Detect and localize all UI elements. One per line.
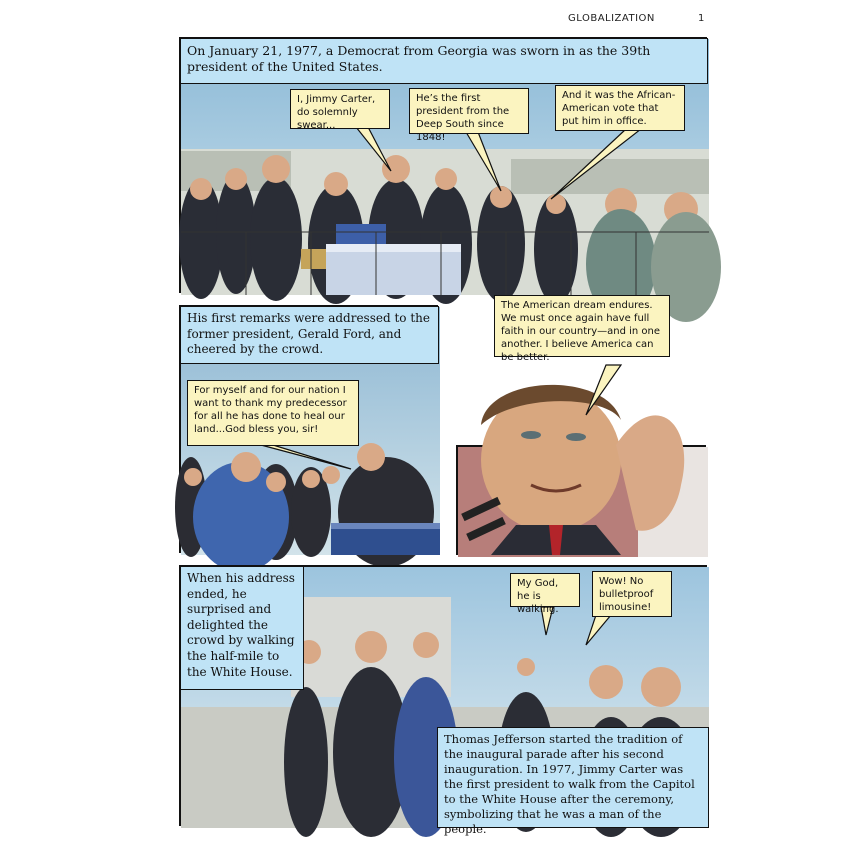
- panel1-caption: On January 21, 1977, a Democrat from Georgia was sworn in as the 39th president of the United States.: [180, 38, 708, 84]
- panel2-bubble-thanks-predecessor: For myself and for our nation I want to thank my predecessor for all he has done to heal our land...God bless you, sir!: [187, 380, 359, 446]
- panel4-caption-left: When his address ended, he surprised and delighted the crowd by walking the half-mile to the White House.: [180, 566, 304, 690]
- panel-first-remarks: [179, 305, 438, 553]
- panel4-bubble-he-is-walking: My God, he is walking.: [510, 573, 580, 607]
- page-number: 1: [698, 13, 705, 24]
- panel4-bubble-no-limousine: Wow! No bulletproof limousine!: [592, 571, 672, 617]
- panel-walk-to-white-house: [179, 565, 707, 836]
- panel4-caption-bottom: Thomas Jefferson started the tradition of the inaugural parade after his second inauguration. In 1977, Jimmy Carter was the first president to walk from the Capitol to the White House after the ceremony, symbolizing that he was a man of the people.: [437, 727, 709, 828]
- panel1-bubble-deep-south: He’s the first president from the Deep South since 1848!: [409, 88, 529, 134]
- panel3-bubble-american-dream: The American dream endures. We must once again have full faith in our country—and in one another. I believe America can be better.: [494, 295, 670, 357]
- panel1-bubble-african-american-vote: And it was the African-American vote that put him in office.: [555, 85, 685, 131]
- panel2-caption: His first remarks were addressed to the former president, Gerald Ford, and cheered by the crowd.: [180, 306, 439, 364]
- carter-closeup-illustration: [456, 365, 706, 555]
- running-header-section: GLOBALIZATION: [568, 13, 655, 24]
- panel-inauguration: [179, 37, 707, 293]
- panel1-bubble-carter-oath: I, Jimmy Carter, do solemnly swear...: [290, 89, 390, 129]
